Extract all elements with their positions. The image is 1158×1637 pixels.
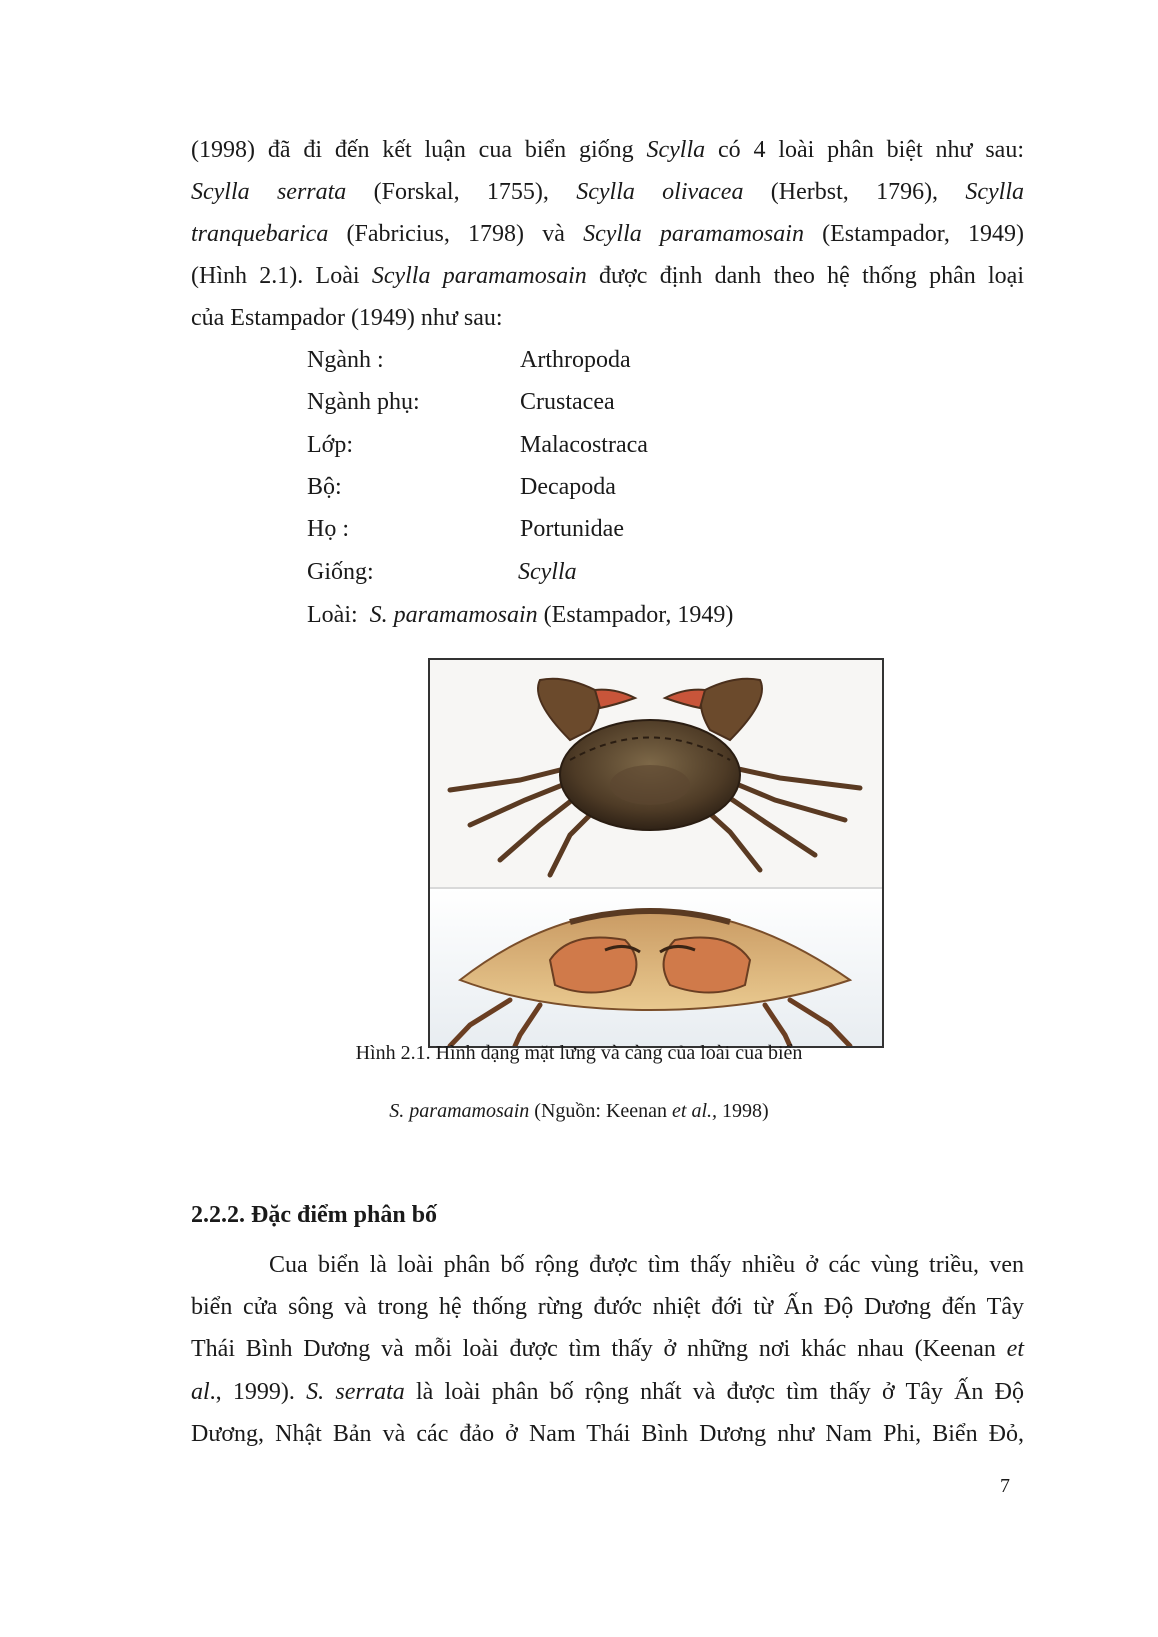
taxonomy-label: Lớp: <box>307 432 354 458</box>
taxonomy-label: Họ : <box>307 516 349 542</box>
figure-caption-source: S. paramamosain (Nguồn: Keenan et al., 1998) <box>389 1100 769 1122</box>
species-line: Loài: S. paramamosain (Estampador, 1949) <box>307 602 734 628</box>
paragraph-line: Cua biển là loài phân bố rộng được tìm thấy nhiều ở các vùng triều, ven <box>269 1252 1024 1278</box>
taxonomy-value: Malacostraca <box>520 432 648 458</box>
taxonomy-value: Decapoda <box>520 474 616 500</box>
paragraph-line: Thái Bình Dương và mỗi loài được tìm thấy ở những nơi khác nhau (Keenan et <box>191 1336 1024 1362</box>
taxonomy-value: Arthropoda <box>520 347 631 373</box>
taxonomy-label: Ngành phụ: <box>307 389 420 415</box>
taxonomy-value: Portunidae <box>520 516 624 542</box>
paragraph-line: biển cửa sông và trong hệ thống rừng đước nhiệt đới từ Ấn Độ Dương đến Tây <box>191 1294 1024 1320</box>
page-number: 7 <box>1000 1475 1010 1497</box>
crab-figure <box>428 658 884 1048</box>
paragraph-line: Dương, Nhật Bản và các đảo ở Nam Thái Bình Dương như Nam Phi, Biển Đỏ, <box>191 1421 1024 1447</box>
figure-caption: Hình 2.1. Hình dạng mặt lưng và càng của loài cua biển <box>355 1042 803 1064</box>
taxonomy-label: Bộ: <box>307 474 342 500</box>
paragraph-line: (Hình 2.1). Loài Scylla paramamosain được định danh theo hệ thống phân loại <box>191 263 1024 289</box>
taxonomy-value: Crustacea <box>520 389 615 415</box>
paragraph-line: Scylla serrata (Forskal, 1755), Scylla olivacea (Herbst, 1796), Scylla <box>191 179 1025 205</box>
crab-illustration <box>430 660 882 1046</box>
section-heading: 2.2.2. Đặc điểm phân bố <box>191 1202 438 1228</box>
taxonomy-value: Scylla <box>518 559 577 585</box>
taxonomy-label: Ngành : <box>307 347 384 373</box>
paragraph-line: của Estampador (1949) như sau: <box>191 305 503 331</box>
paragraph-line: (1998) đã đi đến kết luận cua biển giống Scylla có 4 loài phân biệt như sau: <box>191 137 1025 163</box>
paragraph-line: al., 1999). S. serrata là loài phân bố rộng nhất và được tìm thấy ở Tây Ấn Độ <box>191 1379 1024 1405</box>
paragraph-line: tranquebarica (Fabricius, 1798) và Scylla paramamosain (Estampador, 1949) <box>191 221 1025 247</box>
taxonomy-label: Giống: <box>307 559 374 585</box>
